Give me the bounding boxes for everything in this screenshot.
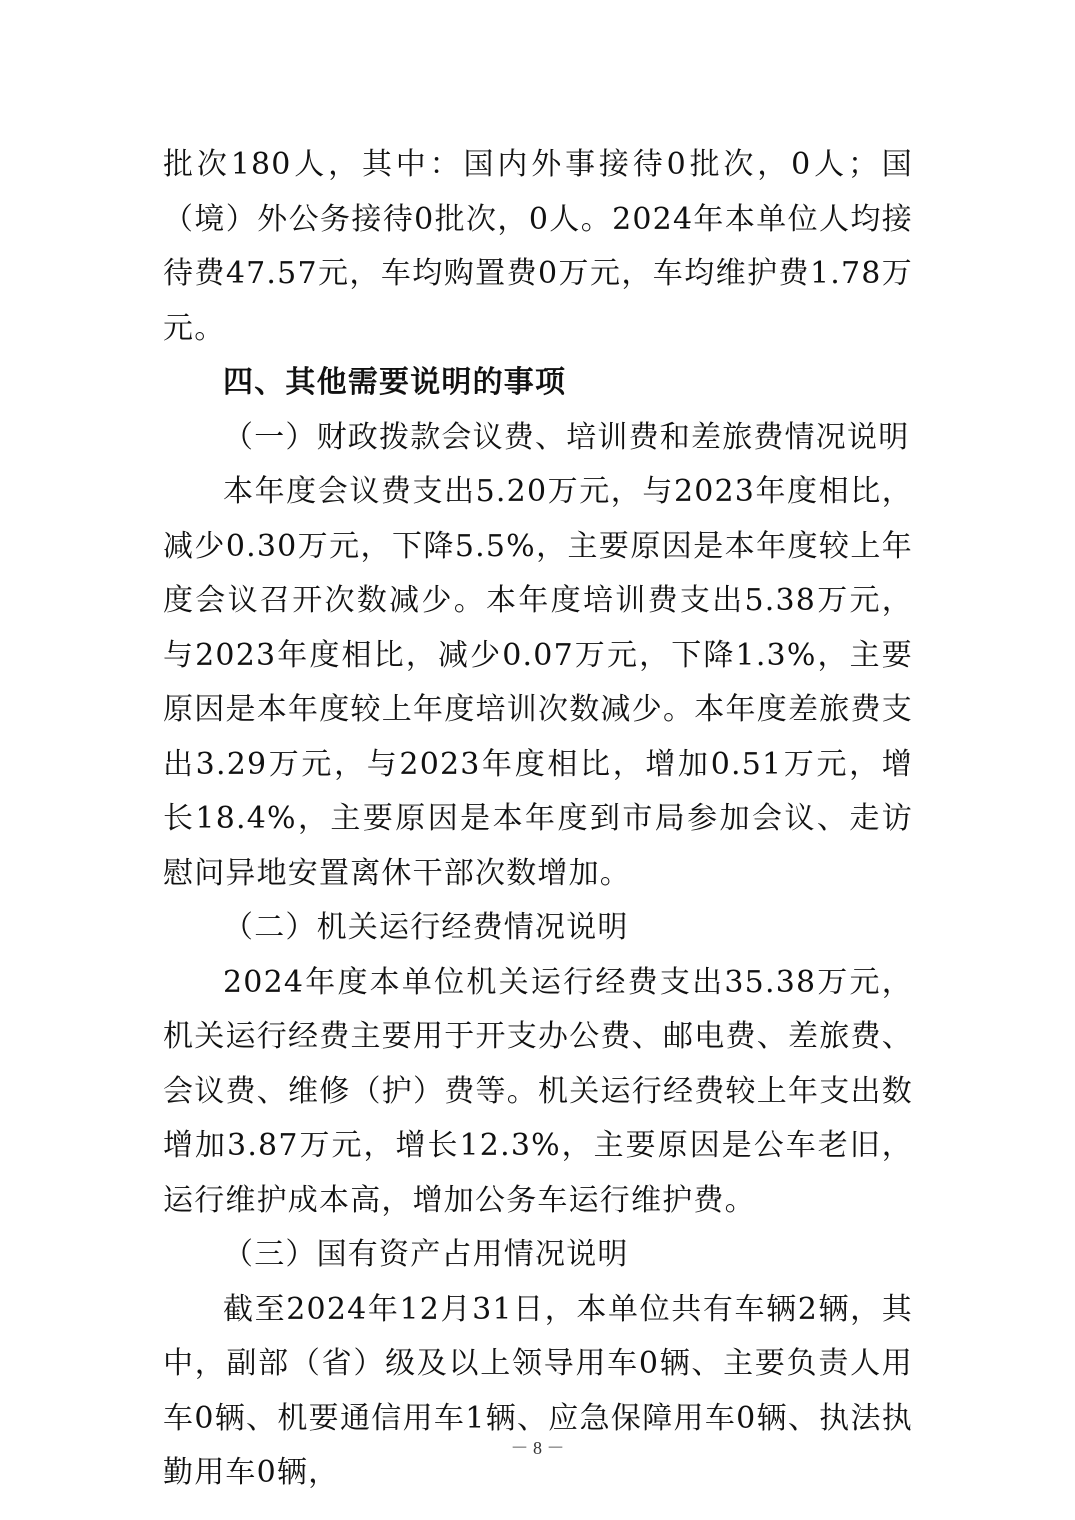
subsection-heading-3: （三）国有资产占用情况说明 (223, 1237, 629, 1272)
body-paragraph: 2024年度本单位机关运行经费支出35.38万元，机关运行经费主要用于开支办公费、邮电费、差旅费、会议费、维修（护）费等。机关运行经费较上年支出数增加3.87万元，增长12.3%，主要原因是公车老旧，运行维护成本高，增加公务车运行维护费。 (163, 964, 913, 1218)
subsection-heading-2: （二）机关运行经费情况说明 (223, 910, 629, 945)
page-number: － 8 － (510, 1438, 565, 1458)
body-paragraph-continued: 批次180人，其中：国内外事接待0批次，0人；国（境）外公务接待0批次，0人。2024年本单位人均接待费47.57元，车均购置费0万元，车均维护费1.78万元。 (163, 147, 913, 346)
document-body (163, 138, 913, 1501)
section-heading: 四、其他需要说明的事项 (223, 365, 567, 400)
body-paragraph: 截至2024年12月31日，本单位共有车辆2辆，其中，副部（省）级及以上领导用车0辆、主要负责人用车0辆、机要通信用车1辆、应急保障用车0辆、执法执勤用车0辆， (163, 1291, 913, 1490)
subsection-heading-1: （一）财政拨款会议费、培训费和差旅费情况说明 (223, 419, 910, 455)
body-paragraph: 本年度会议费支出5.20万元，与2023年度相比，减少0.30万元，下降5.5%，主要原因是本年度较上年度会议召开次数减少。本年度培训费支出5.38万元，与2023年度相比，减少0.07万元，下降1.3%，主要原因是本年度较上年度培训次数减少。本年度差旅费支出3.29万元，与2023年度相比，增加0.51万元，增长18.4%，主要原因是本年度到市局参加会议、走访慰问异地安置离休干部次数增加。 (163, 474, 913, 891)
